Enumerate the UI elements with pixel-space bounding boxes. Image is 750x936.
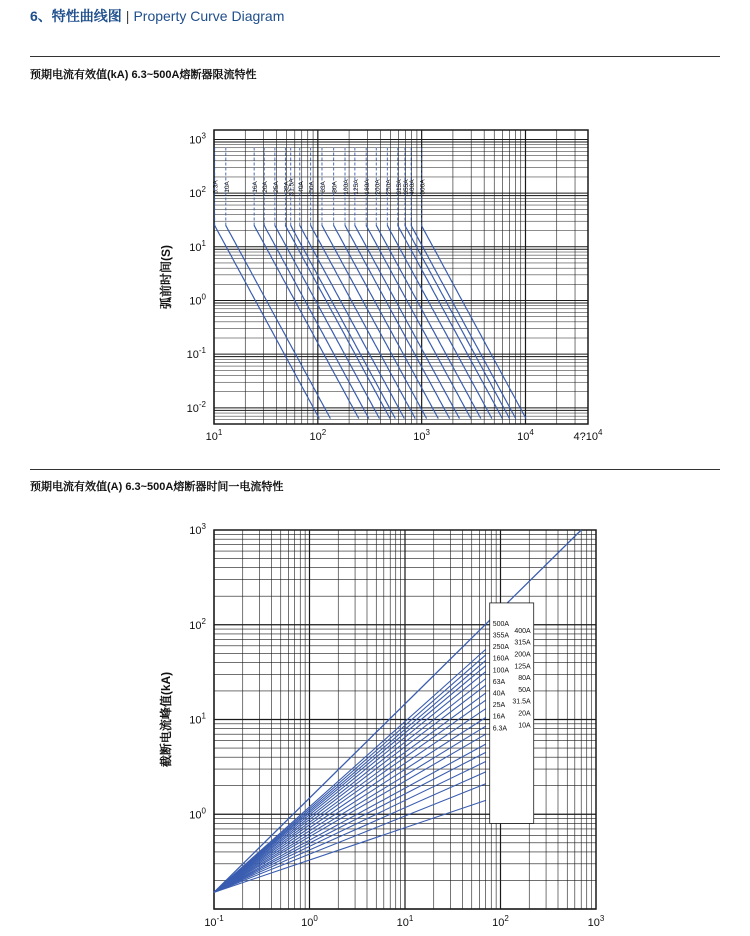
series-label: 500A [419,179,427,195]
series-label: 200A [514,651,531,659]
section-title-cn: 特性曲线图 [51,8,122,24]
series-label: 6.3A [212,180,220,194]
series-line [214,700,486,892]
series-line [214,717,486,892]
series-label: 315A [514,639,531,647]
series-label: 25A [272,181,280,193]
series-label: 10A [518,722,531,730]
y-tick-label: $10^0$ [189,292,206,308]
section-title-en: Property Curve Diagram [133,8,285,24]
series-label: 80A [518,675,531,683]
series-label: 355A [402,179,410,195]
series-label: 31.5A [288,178,296,196]
y-tick-label: $10^0$ [189,806,206,822]
x-tick-label: $10^2$ [309,428,327,443]
y-tick-label: $10^1$ [189,711,206,727]
series-label: 315A [395,179,403,195]
series-label: 10A [223,181,231,193]
x-tick-label: $10^1$ [205,428,223,443]
series-label: 16A [492,713,506,721]
series-label: 200A [374,179,382,195]
x-tick-label: $10^{-1}$ [204,914,224,929]
series-label: 63A [492,678,506,686]
x-tick-label: $4?10^4$ [573,428,603,443]
chart1-grid [214,130,588,424]
series-label: 160A [364,179,372,195]
series-label: 31.5A [512,698,531,706]
series-line [214,744,486,892]
series-label: 20A [262,181,270,193]
series-label: 400A [409,179,417,195]
series-label: 250A [385,179,393,195]
series-label: 400A [514,627,531,635]
series-line [214,726,486,892]
series-line [214,693,486,892]
chart1-title: 预期电流有效值(kA) 6.3~500A熔断器限流特性 [30,69,257,81]
series-label: 63A [319,181,327,193]
chart-time-current [0,505,750,936]
page-header [30,6,284,26]
chart2-title: 预期电流有效值(A) 6.3~500A熔断器时间一电流特性 [30,481,284,493]
series-label: 160A [492,655,510,663]
series-label: 32A [283,181,291,193]
y-tick-label: $10^1$ [189,238,206,254]
title-separator: | [125,8,130,24]
chart-current-limiting [0,100,750,460]
series-line [214,685,486,892]
y-tick-label: $10^2$ [189,185,206,201]
series-line [214,772,486,892]
section-number: 6、 [30,8,52,24]
series-label: 40A [492,690,506,698]
series-label: 50A [518,686,531,694]
series-label: 6.3A [492,725,508,733]
x-tick-label: $10^2$ [492,914,509,929]
series-line [214,660,486,892]
x-tick-label: $10^3$ [587,914,605,929]
y-tick-label: $10^{-2}$ [186,399,206,415]
divider [30,56,720,57]
series-label: 25A [492,702,506,710]
y-axis-label: 截断电流峰值(kA) [159,671,173,768]
plot-frame [214,130,588,424]
series-label: 50A [308,181,316,193]
series-label: 355A [492,632,510,640]
x-tick-label: $10^0$ [301,914,318,929]
series-label: 40A [297,181,305,193]
series-line [214,666,486,893]
series-line [214,762,486,893]
series-label: 100A [343,179,351,195]
y-tick-label: $10^3$ [189,522,206,537]
x-tick-label: $10^4$ [517,428,534,443]
y-tick-label: $10^2$ [189,616,206,632]
y-tick-label: $10^{-1}$ [186,346,206,362]
series-label: 500A [492,620,510,628]
series-label: 80A [331,181,339,193]
y-axis-label: 弧前时间(S) [159,245,173,309]
series-label: 125A [514,663,531,671]
x-tick-label: $10^3$ [413,428,431,443]
series-label: 125A [352,179,360,195]
series-line [214,649,486,892]
series-label: 100A [492,667,510,675]
series-line [214,672,486,893]
divider [30,469,720,470]
y-tick-label: $10^3$ [189,131,206,147]
series-label: 16A [252,181,260,193]
x-tick-label: $10^1$ [396,914,414,929]
series-label: 20A [518,710,531,718]
series-label: 250A [492,644,510,652]
